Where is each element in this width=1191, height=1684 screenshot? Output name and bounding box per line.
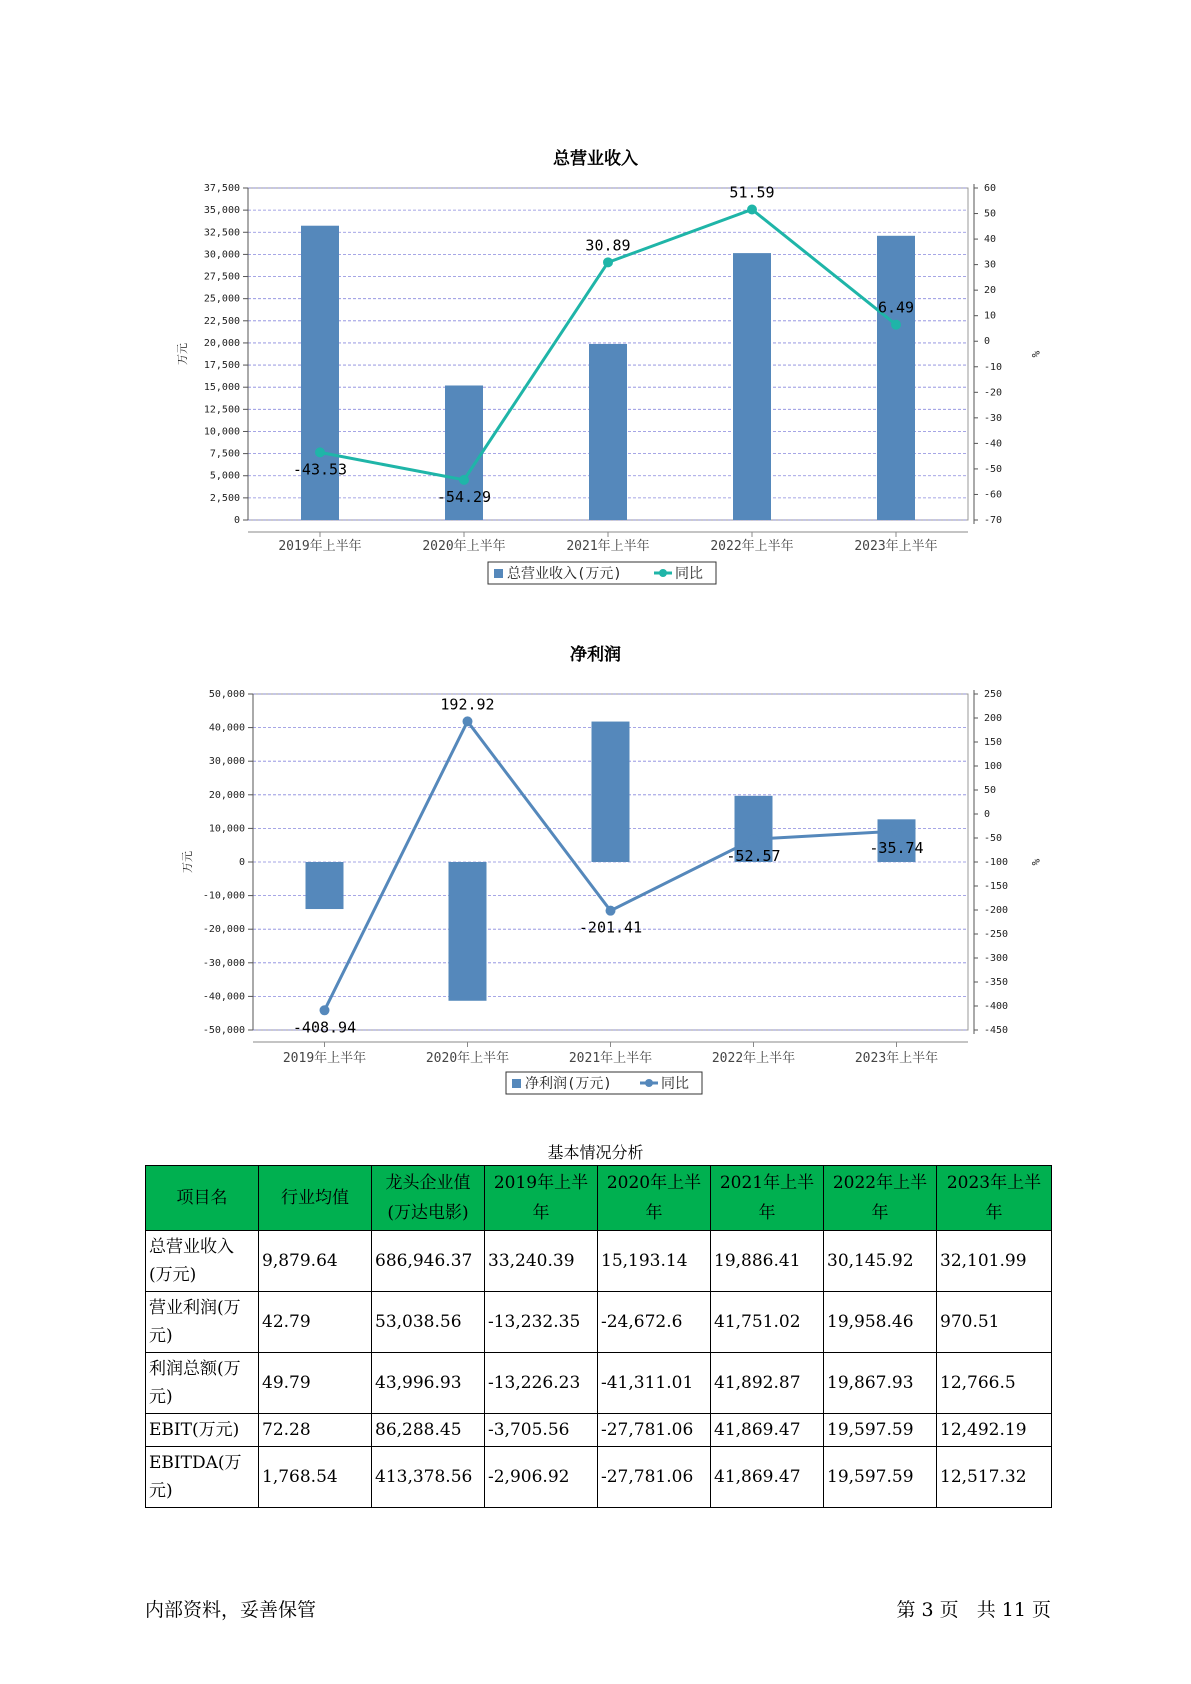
- table-cell: 72.28: [259, 1414, 372, 1447]
- y2-tick-label: 60: [984, 183, 997, 194]
- y2-tick-label: -50: [984, 833, 1003, 844]
- table-cell: 19,867.93: [824, 1353, 937, 1414]
- table-row: [146, 1353, 1052, 1414]
- y-tick-label: -30,000: [202, 957, 245, 969]
- y-tick-label: -50,000: [202, 1025, 245, 1036]
- y2-tick-label: 100: [984, 761, 1003, 772]
- table-cell: 86,288.45: [372, 1414, 485, 1447]
- y2-tick-label: -10: [984, 361, 1003, 373]
- y-axis-title: 万元: [176, 343, 189, 365]
- table-cell: 12,492.19: [937, 1414, 1052, 1447]
- x-tick-label: 2022年上半年: [711, 1051, 796, 1066]
- x-tick-label: 2019年上半年: [282, 1051, 367, 1066]
- table-header-cell: 行业均值: [259, 1166, 372, 1231]
- table-header-cell: 2023年上半年: [937, 1166, 1052, 1231]
- y-tick-label: 20,000: [208, 789, 245, 801]
- bar: [449, 862, 487, 1001]
- table-cell: 19,886.41: [711, 1231, 824, 1292]
- table-header-cell: 2021年上半年: [711, 1166, 824, 1231]
- yoy-point: [749, 834, 759, 844]
- y2-tick-label: -70: [984, 515, 1003, 526]
- footer-confidential: 内部资料，妥善保管: [145, 1599, 317, 1621]
- legend-line-marker: [659, 569, 667, 577]
- y2-tick-label: -50: [984, 463, 1003, 475]
- data-label: 30.89: [585, 236, 631, 255]
- y2-tick-label: 50: [984, 785, 997, 796]
- table-cell: 19,597.59: [824, 1414, 937, 1447]
- x-tick-label: 2020年上半年: [425, 1051, 510, 1066]
- table-cell: -24,672.6: [598, 1292, 711, 1353]
- chart-1-title: 总营业收入: [553, 149, 638, 169]
- legend-line-marker: [645, 1079, 653, 1087]
- y-tick-label: 10,000: [203, 426, 240, 438]
- data-label: -52.57: [726, 847, 781, 866]
- table-cell: -13,226.23: [485, 1353, 598, 1414]
- x-tick-label: 2022年上半年: [710, 539, 794, 554]
- table-cell: -41,311.01: [598, 1353, 711, 1414]
- row-label: 营业利润(万元): [146, 1292, 259, 1353]
- table-cell: -2,906.92: [485, 1447, 598, 1508]
- y-tick-label: 22,500: [203, 315, 240, 327]
- basic-analysis-table: [145, 1165, 1052, 1508]
- y2-tick-label: 0: [984, 336, 991, 348]
- x-tick-label: 2023年上半年: [854, 539, 938, 554]
- y2-tick-label: 20: [984, 285, 997, 297]
- y2-tick-label: 40: [984, 234, 997, 246]
- legend-line-label: 同比: [675, 566, 703, 582]
- y-tick-label: 5,000: [209, 470, 240, 482]
- table-cell: 30,145.92: [824, 1231, 937, 1292]
- yoy-point: [315, 447, 325, 457]
- y2-tick-label: -40: [984, 438, 1003, 450]
- yoy-point: [747, 204, 757, 214]
- y2-tick-label: 50: [984, 208, 997, 220]
- y2-tick-label: -350: [984, 977, 1009, 988]
- row-label: EBITDA(万元): [146, 1447, 259, 1508]
- bar: [592, 722, 630, 862]
- y-tick-label: -20,000: [202, 924, 245, 936]
- legend-bar-swatch: [512, 1079, 521, 1088]
- table-cell: 1,768.54: [259, 1447, 372, 1508]
- table-cell: 12,517.32: [937, 1447, 1052, 1508]
- net-profit-chart: [0, 670, 1191, 1120]
- y-tick-label: 2,500: [209, 492, 240, 504]
- y-tick-label: 0: [233, 515, 240, 526]
- y-axis-title: 万元: [181, 851, 194, 873]
- y2-tick-label: -400: [984, 1001, 1009, 1012]
- y-tick-label: 32,500: [203, 227, 240, 239]
- table-header-cell: 2022年上半年: [824, 1166, 937, 1231]
- legend-bar-swatch: [494, 569, 503, 578]
- revenue-chart: [0, 170, 1191, 610]
- data-label: -43.53: [292, 460, 348, 479]
- y-tick-label: 15,000: [203, 382, 240, 394]
- table-cell: 53,038.56: [372, 1292, 485, 1353]
- legend-line-label: 同比: [661, 1076, 689, 1092]
- y-tick-label: 25,000: [203, 293, 240, 305]
- legend-bar-label: 总营业收入(万元): [507, 566, 622, 582]
- x-tick-label: 2021年上半年: [566, 539, 650, 554]
- bar: [877, 236, 915, 520]
- x-tick-label: 2020年上半年: [422, 539, 506, 554]
- table-caption: 基本情况分析: [547, 1143, 644, 1162]
- y-tick-label: 27,500: [203, 271, 240, 283]
- table-cell: 19,597.59: [824, 1447, 937, 1508]
- legend: [488, 562, 716, 584]
- data-label: -54.29: [436, 487, 492, 506]
- y2-tick-label: 10: [984, 310, 997, 322]
- y2-tick-label: -60: [984, 489, 1003, 501]
- y-tick-label: 50,000: [208, 689, 245, 700]
- table-cell: 41,869.47: [711, 1414, 824, 1447]
- y-tick-label: 35,000: [203, 205, 240, 217]
- data-label: -201.41: [578, 918, 643, 937]
- table-header-row: [146, 1166, 1052, 1231]
- data-label: 6.49: [877, 298, 915, 317]
- table-cell: 15,193.14: [598, 1231, 711, 1292]
- table-body: [146, 1231, 1052, 1508]
- table-header-cell: 2020年上半年: [598, 1166, 711, 1231]
- bar: [733, 253, 771, 520]
- y2-tick-label: -150: [984, 881, 1009, 892]
- table-cell: 970.51: [937, 1292, 1052, 1353]
- x-tick-label: 2019年上半年: [278, 539, 362, 554]
- y2-tick-label: -250: [984, 929, 1009, 940]
- yoy-point: [603, 257, 613, 267]
- yoy-point: [463, 716, 473, 726]
- table-cell: 41,869.47: [711, 1447, 824, 1508]
- y2-tick-label: -450: [984, 1025, 1009, 1036]
- y-tick-label: 17,500: [203, 360, 240, 372]
- yoy-point: [606, 906, 616, 916]
- table-cell: 43,996.93: [372, 1353, 485, 1414]
- table-cell: -27,781.06: [598, 1447, 711, 1508]
- row-label: 总营业收入(万元): [146, 1231, 259, 1292]
- table-header-cell: 2019年上半年: [485, 1166, 598, 1231]
- chart-2-title: 净利润: [570, 645, 621, 665]
- yoy-point: [891, 320, 901, 330]
- table-header-cell: 龙头企业值(万达电影): [372, 1166, 485, 1231]
- row-label: 利润总额(万元): [146, 1353, 259, 1414]
- y2-tick-label: 0: [984, 809, 991, 820]
- y-tick-label: 37,500: [203, 183, 240, 194]
- table-cell: 41,751.02: [711, 1292, 824, 1353]
- table-row: [146, 1447, 1052, 1508]
- table-cell: -3,705.56: [485, 1414, 598, 1447]
- table-row: [146, 1292, 1052, 1353]
- data-label: -408.94: [292, 1018, 357, 1037]
- data-label: -35.74: [869, 839, 924, 858]
- y2-axis-title: %: [1029, 858, 1042, 866]
- y2-tick-label: -30: [984, 412, 1003, 424]
- legend-bar-label: 净利润(万元): [525, 1076, 612, 1092]
- x-tick-label: 2021年上半年: [568, 1051, 653, 1066]
- y2-tick-label: 250: [984, 689, 1003, 700]
- table-cell: 413,378.56: [372, 1447, 485, 1508]
- y2-tick-label: -20: [984, 387, 1003, 399]
- y2-tick-label: -200: [984, 905, 1009, 916]
- table-cell: 41,892.87: [711, 1353, 824, 1414]
- table-cell: 9,879.64: [259, 1231, 372, 1292]
- y2-tick-label: 30: [984, 259, 997, 271]
- row-label: EBIT(万元): [146, 1414, 259, 1447]
- y-tick-label: 30,000: [208, 756, 245, 768]
- y2-axis-title: %: [1029, 350, 1042, 358]
- table-cell: 49.79: [259, 1353, 372, 1414]
- table-row: [146, 1414, 1052, 1447]
- table-cell: -27,781.06: [598, 1414, 711, 1447]
- table-header-cell: 项目名: [146, 1166, 259, 1231]
- y-tick-label: 12,500: [203, 404, 240, 416]
- y2-tick-label: 200: [984, 713, 1003, 724]
- y2-tick-label: -300: [984, 953, 1009, 964]
- table-cell: 686,946.37: [372, 1231, 485, 1292]
- table-cell: 42.79: [259, 1292, 372, 1353]
- y-tick-label: 7,500: [209, 448, 240, 460]
- table-row: [146, 1231, 1052, 1292]
- y-tick-label: 20,000: [203, 337, 240, 349]
- table-cell: 12,766.5: [937, 1353, 1052, 1414]
- data-label: 51.59: [729, 183, 775, 202]
- yoy-point: [459, 475, 469, 485]
- table-cell: 33,240.39: [485, 1231, 598, 1292]
- data-label: 192.92: [440, 695, 495, 714]
- y2-tick-label: -100: [984, 857, 1009, 868]
- yoy-point: [892, 826, 902, 836]
- bar: [306, 862, 344, 909]
- y-tick-label: -10,000: [202, 890, 245, 902]
- y-tick-label: 10,000: [208, 823, 245, 835]
- y2-tick-label: 150: [984, 737, 1003, 748]
- y-tick-label: 0: [238, 857, 245, 868]
- y-tick-label: -40,000: [202, 991, 245, 1003]
- footer-page-number: 第 3 页 共 11 页: [896, 1599, 1051, 1621]
- yoy-point: [320, 1005, 330, 1015]
- legend: [506, 1072, 702, 1094]
- bar: [589, 344, 627, 520]
- x-tick-label: 2023年上半年: [854, 1051, 939, 1066]
- table-cell: 32,101.99: [937, 1231, 1052, 1292]
- table-cell: -13,232.35: [485, 1292, 598, 1353]
- table-cell: 19,958.46: [824, 1292, 937, 1353]
- y-tick-label: 30,000: [203, 249, 240, 261]
- y-tick-label: 40,000: [208, 722, 245, 734]
